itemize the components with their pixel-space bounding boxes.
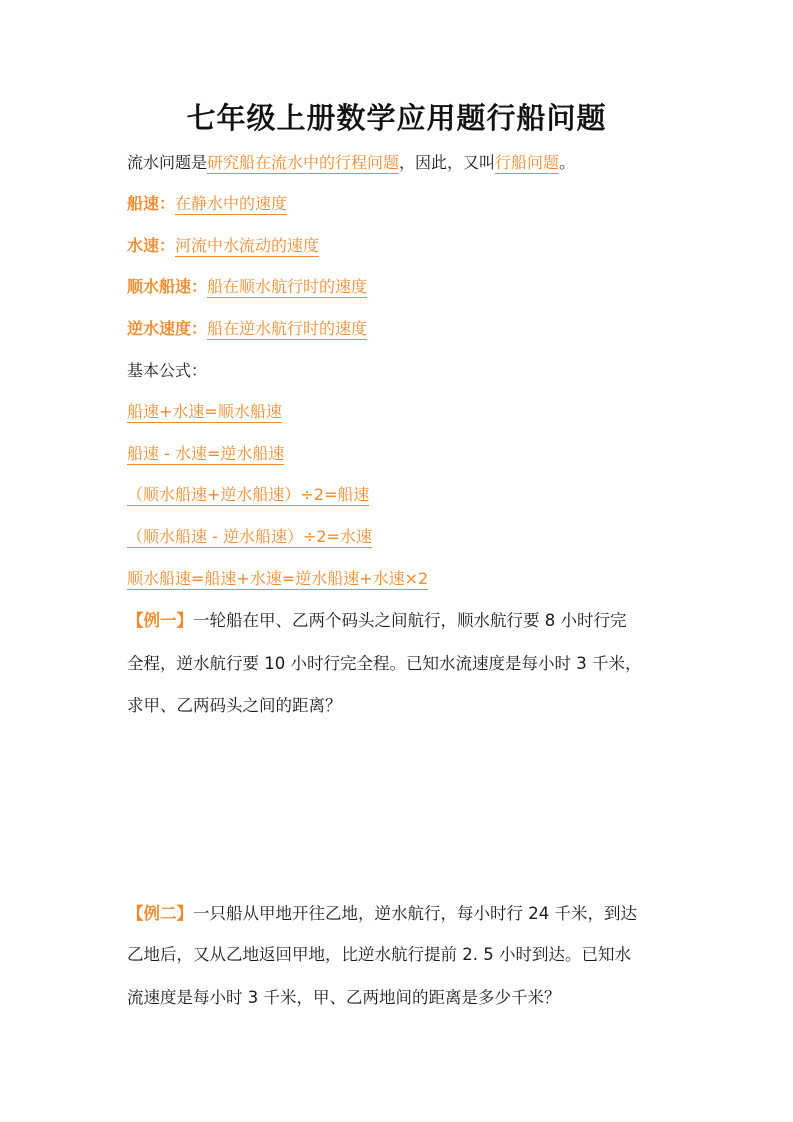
definition-text: 河流中水流动的速度 <box>175 236 320 255</box>
formula-1 <box>127 399 282 422</box>
formula-text: 顺水船速=船速+水速=逆水船速+水速×2 <box>127 569 429 588</box>
definition-term: 逆水速度： <box>127 319 208 338</box>
definition-boat-speed <box>127 191 287 214</box>
example-2-line-1 <box>127 900 672 924</box>
definition-water-speed <box>127 233 319 256</box>
example-tag: 【例二】 <box>127 904 193 923</box>
formula-text: （顺水船速+逆水船速）÷2=船速 <box>127 485 370 504</box>
example-1-line-3: 求甲、乙两码头之间的距离？ <box>127 696 342 715</box>
definition-term: 船速： <box>127 194 176 213</box>
page-title: 七年级上册数学应用题行船问题 <box>186 101 607 135</box>
intro-text-1: 流水问题是 <box>127 153 208 172</box>
definition-text: 船在顺水航行时的速度 <box>207 277 368 296</box>
example-2-line-3: 流速度是每小时 3 千米，甲、乙两地间的距离是多少千米？ <box>127 988 561 1007</box>
example-text: 一轮船在甲、乙两个码头之间航行，顺水航行要 8 小时行完 <box>193 611 627 630</box>
intro-text-2: ，因此，又叫 <box>399 153 496 172</box>
example-text: 一只船从甲地开往乙地，逆水航行，每小时行 24 千米，到达 <box>193 904 637 923</box>
definition-upstream-speed <box>127 316 367 339</box>
definition-text: 在静水中的速度 <box>175 194 288 213</box>
formula-2 <box>127 441 284 464</box>
intro-link-2: 行船问题 <box>495 153 560 172</box>
formula-4 <box>127 524 372 547</box>
example-1-line-2: 全程，逆水航行要 10 小时行完全程。已知水流速度是每小时 3 千米， <box>127 654 642 673</box>
example-1-line-1 <box>127 607 672 631</box>
definition-downstream-speed <box>127 274 367 297</box>
formula-5 <box>127 566 428 589</box>
intro-text-3: 。 <box>559 153 576 172</box>
definition-term: 水速： <box>127 236 176 255</box>
intro-paragraph <box>127 150 575 173</box>
example-2-line-2: 乙地后，又从乙地返回甲地，比逆水航行提前 2. 5 小时到达。已知水 <box>127 945 631 964</box>
formula-heading: 基本公式： <box>127 361 208 380</box>
formula-text: 船速 - 水速=逆水船速 <box>127 444 285 463</box>
example-tag: 【例一】 <box>127 611 193 630</box>
intro-link-1: 研究船在流水中的行程问题 <box>207 153 400 172</box>
definition-text: 船在逆水航行时的速度 <box>207 319 368 338</box>
formula-text: （顺水船速 - 逆水船速）÷2=水速 <box>127 527 372 546</box>
formula-text: 船速+水速=顺水船速 <box>127 402 282 421</box>
formula-3 <box>127 482 369 505</box>
definition-term: 顺水船速： <box>127 277 208 296</box>
